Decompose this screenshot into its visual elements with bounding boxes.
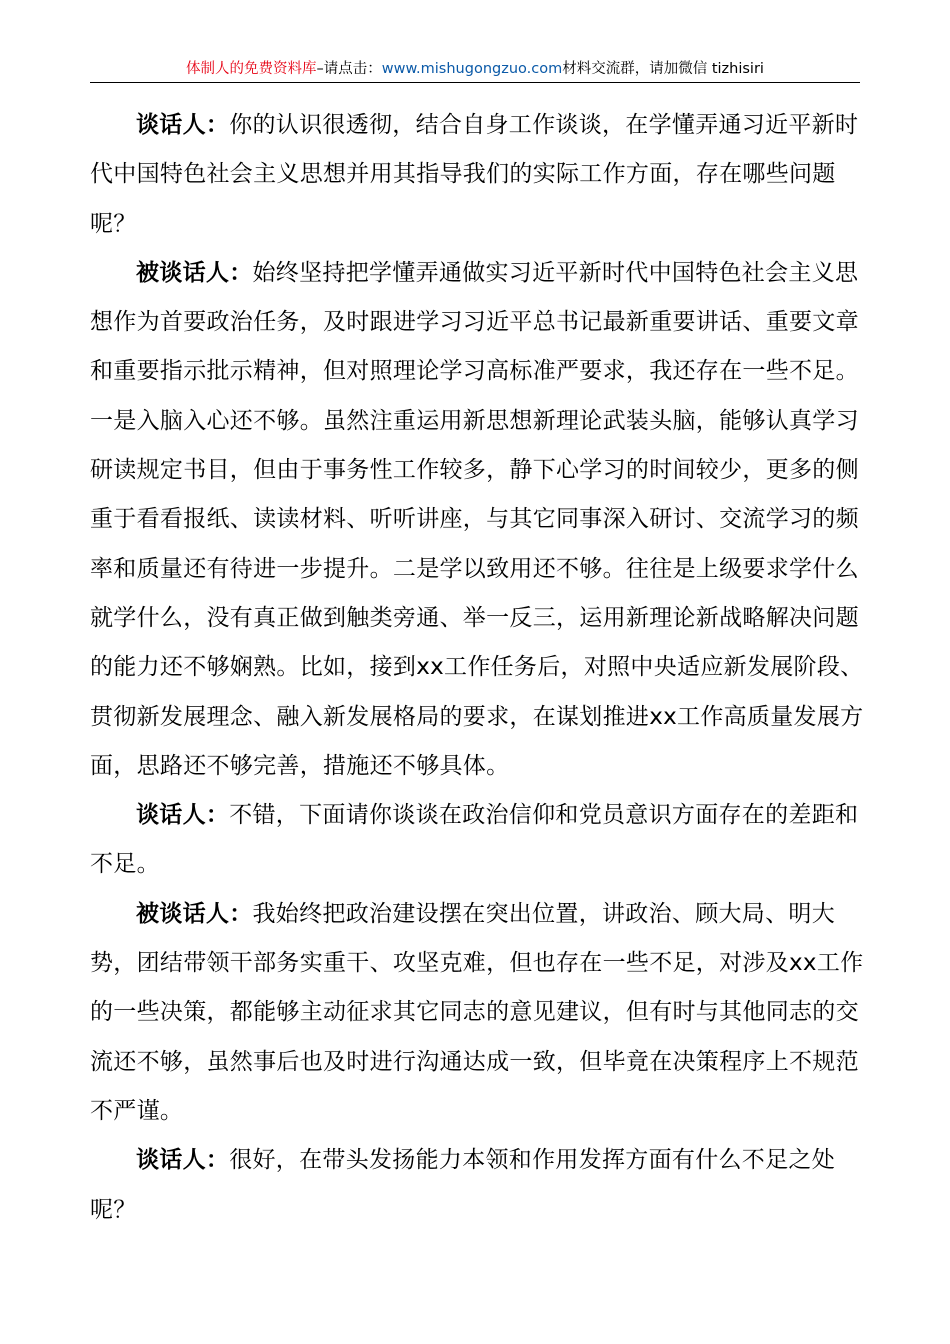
header-suffix: 材料交流群，请加微信 tizhisiri <box>562 61 764 77</box>
paragraph-text: 很好，在带头发扬能力本领和作用发挥方面有什么不足之处呢？ <box>90 1147 836 1223</box>
dialogue-paragraph <box>90 1136 868 1235</box>
dialogue-paragraph <box>90 791 868 890</box>
dialogue-paragraph <box>90 101 868 249</box>
speaker-label: 谈话人： <box>136 802 230 829</box>
header-site-name: 体制人的免费资料库 <box>186 61 317 77</box>
speaker-label: 被谈话人： <box>136 900 253 927</box>
speaker-label: 谈话人： <box>136 112 230 138</box>
dialogue-paragraph <box>90 890 868 1136</box>
header-prompt: –请点击： <box>316 61 382 77</box>
dialogue-body <box>90 101 868 1235</box>
header-url-link[interactable]: www.mishugongzuo.com <box>381 61 563 77</box>
speaker-label: 谈话人： <box>136 1147 230 1174</box>
paragraph-text: 始终坚持把学懂弄通做实习近平新时代中国特色社会主义思想作为首要政治任务，及时跟进学习习近平总书记最新重要讲话、重要文章和重要指示批示精神，但对照理论学习高标准严要求，我还存在一些不足。一是入脑入心还不够。虽然注重运用新思想新理论武装头脑，能够认真学习研读规定书目，但由于事务性工作较多，静下心学习的时间较少，更多的侧重于看看报纸、读读材料、听听讲座，与其它同事深入研讨、交流学习的频率和质量还有待进一步提升。二是学以致用还不够。往往是上级要求学什么就学什么，没有真正做到触类旁通、举一反三，运用新理论新战略解决问题的能力还不够娴熟。比如，接到xx工作任务后，对照中央适应新发展阶段、贯彻新发展理念、融入新发展格局的要求，在谋划推进xx工作高质量发展方面，思路还不够完善，措施还不够具体。 <box>90 259 864 779</box>
paragraph-text: 你的认识很透彻，结合自身工作谈谈，在学懂弄通习近平新时代中国特色社会主义思想并用其指导我们的实际工作方面，存在哪些问题呢？ <box>90 112 859 237</box>
paragraph-text: 我始终把政治建设摆在突出位置，讲政治、顾大局、明大势，团结带领干部务实重干、攻坚克难，但也存在一些不足，对涉及xx工作的一些决策，都能够主动征求其它同志的意见建议，但有时与其他同志的交流还不够，虽然事后也及时进行沟通达成一致，但毕竟在决策程序上不规范不严谨。 <box>90 900 864 1124</box>
dialogue-paragraph <box>90 249 868 791</box>
paragraph-text: 不错，下面请你谈谈在政治信仰和党员意识方面存在的差距和不足。 <box>90 802 859 878</box>
page-header <box>90 58 860 83</box>
speaker-label: 被谈话人： <box>136 259 253 286</box>
